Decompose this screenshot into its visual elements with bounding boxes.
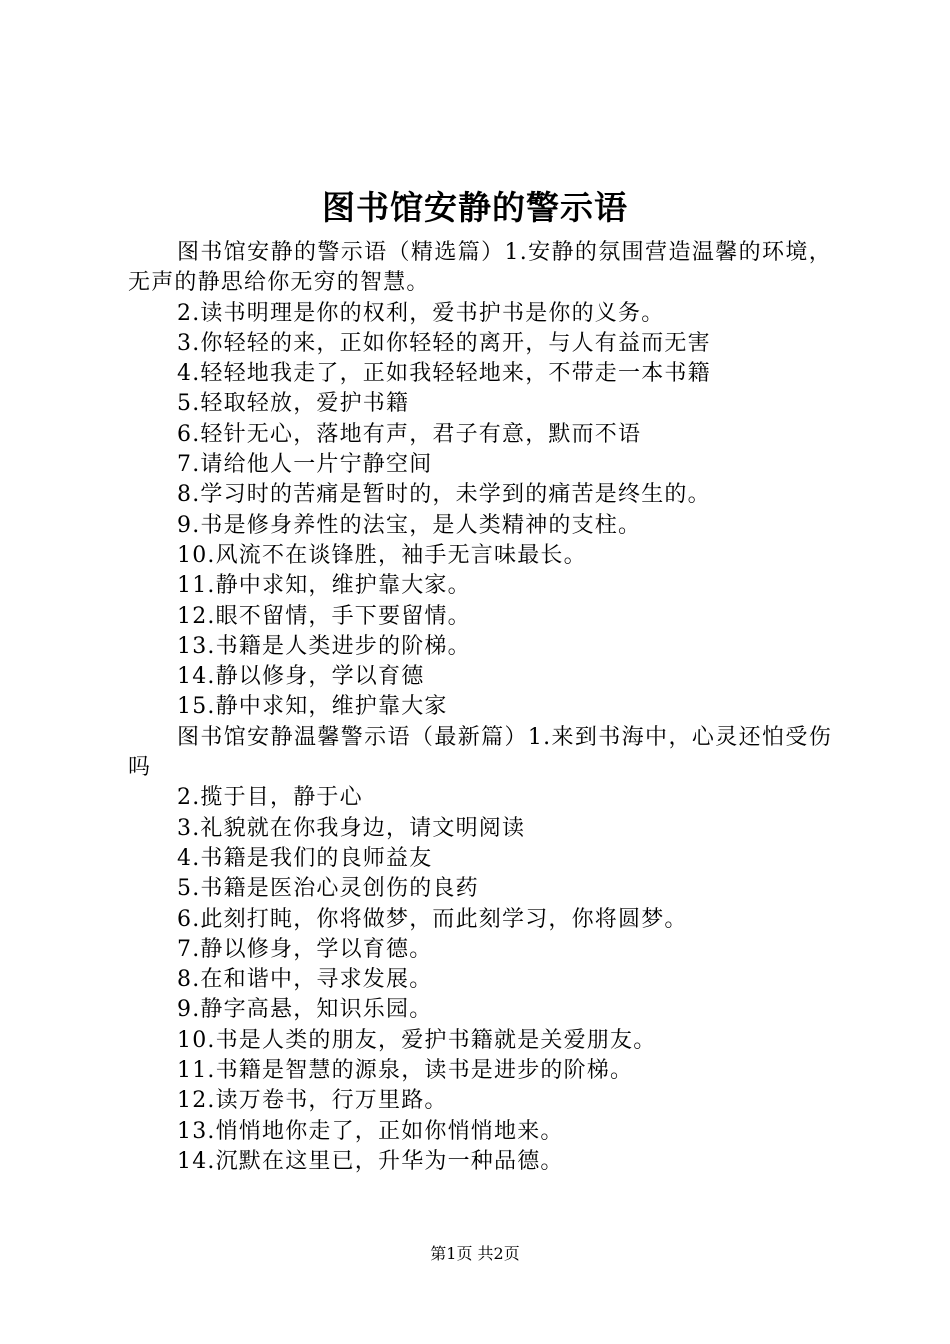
paragraph: 14.沉默在这里已，升华为一种品德。 [177,1148,564,1174]
paragraph: 9.书是修身养性的法宝，是人类精神的支柱。 [177,512,642,538]
paragraph: 15.静中求知，维护靠大家 [177,694,448,720]
paragraph: 图书馆安静的警示语（精选篇）1.安静的氛围营造温馨的环境，无声的静思给你无穷的智慧。 [128,240,832,296]
paragraph: 7.请给他人一片宁静空间 [177,452,433,478]
paragraph: 图书馆安静温馨警示语（最新篇）1.来到书海中，心灵还怕受伤吗 [128,724,832,781]
paragraph: 2.揽于目，静于心 [177,785,363,811]
paragraph: 12.读万卷书，行万里路。 [177,1088,448,1114]
paragraph: 4.书籍是我们的良师益友 [177,845,433,871]
document-body [128,238,832,1177]
paragraph: 14.静以修身，学以育德 [177,664,425,690]
paragraph: 12.眼不留情，手下要留情。 [177,603,471,629]
paragraph: 6.此刻打盹，你将做梦，而此刻学习，你将圆梦。 [177,906,688,932]
document-title: 图书馆安静的警示语 [322,188,628,227]
paragraph: 3.你轻轻的来，正如你轻轻的离开，与人有益而无害 [177,330,711,356]
paragraph: 2.读书明理是你的权利，爱书护书是你的义务。 [177,300,665,326]
paragraph: 7.静以修身，学以育德。 [177,936,433,962]
paragraph: 4.轻轻地我走了，正如我轻轻地来，不带走一本书籍 [177,361,711,387]
page-indicator: 第1页 共2页 [430,1244,520,1263]
paragraph: 3.礼貌就在你我身边，请文明阅读 [177,815,526,841]
paragraph: 13.悄悄地你走了，正如你悄悄地来。 [177,1118,564,1144]
paragraph: 10.风流不在谈锋胜，袖手无言味最长。 [177,542,587,568]
paragraph: 5.书籍是医治心灵创伤的良药 [177,876,479,902]
paragraph: 13.书籍是人类进步的阶梯。 [177,633,471,659]
paragraph: 5.轻取轻放，爱护书籍 [177,391,410,417]
paragraph: 8.在和谐中，寻求发展。 [177,967,433,993]
paragraph: 6.轻针无心，落地有声，君子有意，默而不语 [177,421,642,447]
paragraph: 8.学习时的苦痛是暂时的，未学到的痛苦是终生的。 [177,482,711,508]
paragraph: 11.书籍是智慧的源泉，读书是进步的阶梯。 [177,1058,634,1084]
paragraph: 11.静中求知，维护靠大家。 [177,573,471,599]
paragraph: 9.静字高悬，知识乐园。 [177,997,433,1023]
paragraph: 10.书是人类的朋友，爱护书籍就是关爱朋友。 [177,1027,657,1053]
